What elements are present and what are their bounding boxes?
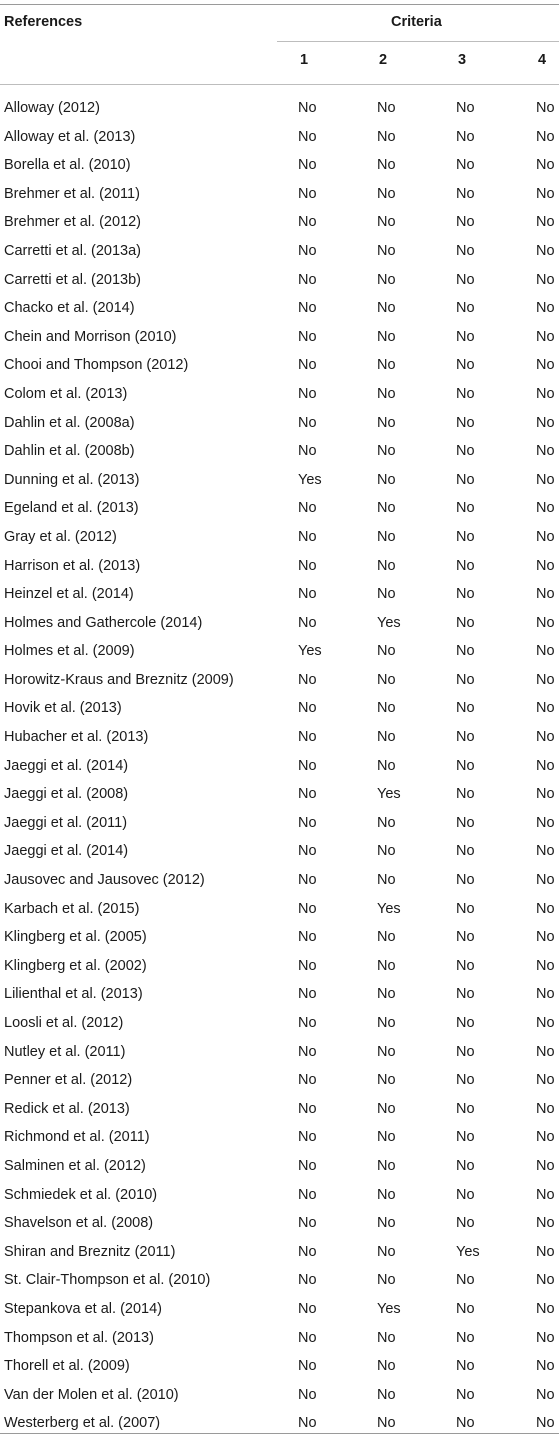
criteria-2-cell: No	[377, 1043, 396, 1060]
criteria-3-cell: No	[456, 1043, 475, 1060]
criteria-1-cell: No	[298, 157, 317, 174]
table-row	[0, 1295, 559, 1324]
criteria-3-cell: No	[456, 1415, 475, 1432]
criteria-1-cell: No	[298, 986, 317, 1003]
reference-cell: Klingberg et al. (2002)	[4, 957, 147, 974]
reference-cell: Gray et al. (2012)	[4, 528, 117, 545]
criteria-4-cell: No	[536, 872, 555, 889]
criteria-4-cell: No	[536, 814, 555, 831]
criteria-4-cell: No	[536, 1100, 555, 1117]
criteria-4-cell: No	[536, 614, 555, 631]
criteria-2-cell: No	[377, 872, 396, 889]
criteria-2-cell: Yes	[377, 1300, 401, 1317]
criteria-4-cell: No	[536, 1243, 555, 1260]
table-row	[0, 866, 559, 895]
criteria-4-cell: No	[536, 586, 555, 603]
reference-cell: Dahlin et al. (2008a)	[4, 414, 135, 431]
criteria-4-header: 4	[538, 52, 547, 68]
criteria-3-cell: No	[456, 986, 475, 1003]
table-top-rule	[0, 4, 559, 5]
criteria-3-cell: No	[456, 271, 475, 288]
reference-cell: Chacko et al. (2014)	[4, 300, 135, 317]
criteria-4-cell: No	[536, 1043, 555, 1060]
criteria-1-cell: No	[298, 528, 317, 545]
criteria-4-cell: No	[536, 929, 555, 946]
criteria-1-cell: No	[298, 586, 317, 603]
criteria-2-cell: No	[377, 671, 396, 688]
criteria-2-cell: No	[377, 1358, 396, 1375]
criteria-3-cell: No	[456, 214, 475, 231]
reference-cell: Dahlin et al. (2008b)	[4, 443, 135, 460]
reference-cell: Van der Molen et al. (2010)	[4, 1386, 179, 1403]
reference-cell: Holmes and Gathercole (2014)	[4, 614, 203, 631]
criteria-1-cell: No	[298, 872, 317, 889]
reference-cell: Jaeggi et al. (2014)	[4, 843, 129, 860]
table-row	[0, 180, 559, 209]
table-row	[0, 466, 559, 495]
criteria-1-cell: No	[298, 1329, 317, 1346]
criteria-2-cell: No	[377, 986, 396, 1003]
criteria-3-cell: No	[456, 385, 475, 402]
criteria-2-cell: No	[377, 471, 396, 488]
criteria-1-cell: No	[298, 786, 317, 803]
criteria-3-cell: No	[456, 1329, 475, 1346]
table-row	[0, 1352, 559, 1381]
references-header: References	[4, 14, 83, 30]
criteria-4-cell: No	[536, 757, 555, 774]
table-row	[0, 1038, 559, 1067]
reference-cell: Salminen et al. (2012)	[4, 1157, 146, 1174]
criteria-2-cell: No	[377, 328, 396, 345]
table-row	[0, 580, 559, 609]
criteria-1-cell: No	[298, 557, 317, 574]
reference-cell: Horowitz-Kraus and Breznitz (2009)	[4, 671, 234, 688]
table-row	[0, 723, 559, 752]
criteria-4-cell: No	[536, 414, 555, 431]
criteria-4-cell: No	[536, 786, 555, 803]
reference-cell: Thompson et al. (2013)	[4, 1329, 154, 1346]
criteria-1-cell: No	[298, 500, 317, 517]
criteria-4-cell: No	[536, 1300, 555, 1317]
table-row	[0, 437, 559, 466]
criteria-1-cell: No	[298, 757, 317, 774]
criteria-3-cell: No	[456, 757, 475, 774]
criteria-header: Criteria	[391, 14, 442, 30]
reference-cell: Alloway et al. (2013)	[4, 128, 136, 145]
reference-cell: Westerberg et al. (2007)	[4, 1415, 161, 1432]
table-row	[0, 123, 559, 152]
criteria-2-cell: No	[377, 814, 396, 831]
reference-cell: Klingberg et al. (2005)	[4, 929, 147, 946]
reference-cell: Karbach et al. (2015)	[4, 900, 140, 917]
table-row	[0, 1123, 559, 1152]
table-row	[0, 380, 559, 409]
criteria-2-cell: No	[377, 1157, 396, 1174]
criteria-4-cell: No	[536, 185, 555, 202]
criteria-4-cell: No	[536, 557, 555, 574]
criteria-3-cell: No	[456, 929, 475, 946]
criteria-1-cell: Yes	[298, 643, 322, 660]
criteria-1-cell: No	[298, 1386, 317, 1403]
criteria-1-cell: No	[298, 328, 317, 345]
criteria-3-cell: No	[456, 614, 475, 631]
criteria-1-cell: No	[298, 1215, 317, 1232]
criteria-4-cell: No	[536, 214, 555, 231]
criteria-1-cell: No	[298, 100, 317, 116]
criteria-1-cell: No	[298, 1272, 317, 1289]
criteria-2-cell: No	[377, 1129, 396, 1146]
table-row	[0, 837, 559, 866]
criteria-1-cell: No	[298, 1015, 317, 1031]
criteria-3-cell: Yes	[456, 1243, 480, 1260]
table-row	[0, 1324, 559, 1353]
table-row	[0, 494, 559, 523]
reference-cell: Alloway (2012)	[4, 100, 100, 116]
criteria-2-cell: No	[377, 128, 396, 145]
criteria-4-cell: No	[536, 1415, 555, 1432]
criteria-2-cell: No	[377, 757, 396, 774]
criteria-3-cell: No	[456, 1129, 475, 1146]
reference-cell: Jaeggi et al. (2008)	[4, 786, 129, 803]
criteria-4-cell: No	[536, 500, 555, 517]
criteria-4-cell: No	[536, 242, 555, 259]
reference-cell: Heinzel et al. (2014)	[4, 586, 134, 603]
criteria-2-cell: No	[377, 1015, 396, 1031]
criteria-4-cell: No	[536, 957, 555, 974]
criteria-2-cell: No	[377, 586, 396, 603]
criteria-3-cell: No	[456, 557, 475, 574]
reference-cell: Borella et al. (2010)	[4, 157, 131, 174]
reference-cell: Harrison et al. (2013)	[4, 557, 141, 574]
criteria-3-cell: No	[456, 100, 475, 116]
criteria-3-cell: No	[456, 414, 475, 431]
criteria-3-cell: No	[456, 1186, 475, 1203]
criteria-2-cell: No	[377, 1100, 396, 1117]
criteria-4-cell: No	[536, 1386, 555, 1403]
criteria-1-cell: No	[298, 1358, 317, 1375]
criteria-1-cell: No	[298, 385, 317, 402]
criteria-1-header: 1	[300, 52, 309, 68]
criteria-3-cell: No	[456, 957, 475, 974]
table-row	[0, 980, 559, 1009]
criteria-1-cell: No	[298, 729, 317, 746]
criteria-1-cell: No	[298, 443, 317, 460]
criteria-2-cell: No	[377, 1243, 396, 1260]
reference-cell: Shiran and Breznitz (2011)	[4, 1243, 176, 1260]
criteria-3-cell: No	[456, 1272, 475, 1289]
table-row	[0, 351, 559, 380]
criteria-3-header: 3	[458, 52, 467, 68]
criteria-2-cell: No	[377, 1386, 396, 1403]
criteria-3-cell: No	[456, 814, 475, 831]
criteria-3-cell: No	[456, 300, 475, 317]
criteria-1-cell: No	[298, 357, 317, 374]
table-row	[0, 1181, 559, 1210]
criteria-2-cell: No	[377, 385, 396, 402]
reference-cell: Hovik et al. (2013)	[4, 700, 122, 717]
reference-cell: Carretti et al. (2013a)	[4, 242, 142, 259]
criteria-2-cell: No	[377, 929, 396, 946]
table-row	[0, 1266, 559, 1295]
criteria-3-cell: No	[456, 185, 475, 202]
criteria-3-cell: No	[456, 1358, 475, 1375]
criteria-4-cell: No	[536, 671, 555, 688]
reference-cell: Hubacher et al. (2013)	[4, 729, 149, 746]
reference-cell: Richmond et al. (2011)	[4, 1129, 150, 1146]
criteria-3-cell: No	[456, 128, 475, 145]
reference-cell: Shavelson et al. (2008)	[4, 1215, 154, 1232]
table-row	[0, 1238, 559, 1267]
table-row	[0, 294, 559, 323]
criteria-4-cell: No	[536, 843, 555, 860]
criteria-underline	[277, 41, 559, 42]
criteria-3-cell: No	[456, 786, 475, 803]
criteria-2-cell: No	[377, 357, 396, 374]
criteria-4-cell: No	[536, 729, 555, 746]
criteria-2-cell: No	[377, 414, 396, 431]
table-row	[0, 552, 559, 581]
criteria-4-cell: No	[536, 328, 555, 345]
criteria-4-cell: No	[536, 528, 555, 545]
criteria-4-cell: No	[536, 385, 555, 402]
criteria-1-cell: No	[298, 1043, 317, 1060]
table-body	[0, 94, 559, 1438]
criteria-3-cell: No	[456, 643, 475, 660]
criteria-3-cell: No	[456, 700, 475, 717]
criteria-4-cell: No	[536, 157, 555, 174]
reference-cell: Brehmer et al. (2012)	[4, 214, 142, 231]
criteria-3-cell: No	[456, 1100, 475, 1117]
criteria-1-cell: No	[298, 671, 317, 688]
reference-cell: Jaeggi et al. (2014)	[4, 757, 129, 774]
criteria-2-cell: No	[377, 957, 396, 974]
criteria-1-cell: No	[298, 300, 317, 317]
criteria-1-cell: No	[298, 843, 317, 860]
reference-cell: Chooi and Thompson (2012)	[4, 357, 189, 374]
criteria-1-cell: No	[298, 700, 317, 717]
reference-cell: Colom et al. (2013)	[4, 385, 128, 402]
criteria-4-cell: No	[536, 1072, 555, 1089]
reference-cell: Egeland et al. (2013)	[4, 500, 139, 517]
criteria-4-cell: No	[536, 986, 555, 1003]
table-row	[0, 1066, 559, 1095]
criteria-2-cell: No	[377, 242, 396, 259]
criteria-2-cell: No	[377, 1415, 396, 1432]
reference-cell: Penner et al. (2012)	[4, 1072, 133, 1089]
criteria-4-cell: No	[536, 271, 555, 288]
table-row	[0, 923, 559, 952]
criteria-2-cell: Yes	[377, 900, 401, 917]
reference-cell: Schmiedek et al. (2010)	[4, 1186, 158, 1203]
criteria-1-cell: No	[298, 900, 317, 917]
criteria-2-cell: No	[377, 157, 396, 174]
criteria-4-cell: No	[536, 357, 555, 374]
criteria-4-cell: No	[536, 1358, 555, 1375]
criteria-1-cell: No	[298, 185, 317, 202]
criteria-3-cell: No	[456, 586, 475, 603]
criteria-2-cell: No	[377, 700, 396, 717]
criteria-3-cell: No	[456, 500, 475, 517]
criteria-2-cell: No	[377, 557, 396, 574]
criteria-4-cell: No	[536, 471, 555, 488]
criteria-1-cell: No	[298, 214, 317, 231]
criteria-1-cell: No	[298, 1100, 317, 1117]
reference-cell: Thorell et al. (2009)	[4, 1358, 130, 1375]
criteria-4-cell: No	[536, 443, 555, 460]
header-rule	[0, 84, 559, 85]
reference-cell: Lilienthal et al. (2013)	[4, 986, 143, 1003]
criteria-2-cell: No	[377, 528, 396, 545]
criteria-3-cell: No	[456, 1386, 475, 1403]
criteria-1-cell: No	[298, 271, 317, 288]
criteria-1-cell: No	[298, 128, 317, 145]
criteria-4-cell: No	[536, 1329, 555, 1346]
criteria-4-cell: No	[536, 100, 555, 116]
criteria-3-cell: No	[456, 443, 475, 460]
criteria-3-cell: No	[456, 157, 475, 174]
table-row	[0, 666, 559, 695]
criteria-1-cell: No	[298, 1415, 317, 1432]
criteria-3-cell: No	[456, 843, 475, 860]
reference-cell: Loosli et al. (2012)	[4, 1015, 124, 1031]
table-row	[0, 1209, 559, 1238]
criteria-4-cell: No	[536, 1272, 555, 1289]
table-row	[0, 752, 559, 781]
criteria-1-cell: No	[298, 1186, 317, 1203]
criteria-3-cell: No	[456, 1215, 475, 1232]
criteria-3-cell: No	[456, 729, 475, 746]
table-row	[0, 409, 559, 438]
criteria-4-cell: No	[536, 900, 555, 917]
criteria-1-cell: No	[298, 1129, 317, 1146]
reference-cell: Redick et al. (2013)	[4, 1100, 130, 1117]
reference-cell: Brehmer et al. (2011)	[4, 185, 140, 202]
criteria-3-cell: No	[456, 328, 475, 345]
table-row	[0, 1152, 559, 1181]
table-row	[0, 1381, 559, 1410]
criteria-1-cell: Yes	[298, 471, 322, 488]
criteria-2-cell: Yes	[377, 786, 401, 803]
criteria-2-cell: No	[377, 271, 396, 288]
criteria-4-cell: No	[536, 1215, 555, 1232]
criteria-3-cell: No	[456, 1072, 475, 1089]
criteria-2-cell: No	[377, 443, 396, 460]
criteria-3-cell: No	[456, 528, 475, 545]
criteria-1-cell: No	[298, 1243, 317, 1260]
reference-cell: Jausovec and Jausovec (2012)	[4, 872, 205, 889]
reference-cell: Carretti et al. (2013b)	[4, 271, 142, 288]
criteria-4-cell: No	[536, 1157, 555, 1174]
criteria-3-cell: No	[456, 1157, 475, 1174]
criteria-2-cell: No	[377, 300, 396, 317]
criteria-2-cell: No	[377, 1186, 396, 1203]
criteria-1-cell: No	[298, 929, 317, 946]
criteria-2-cell: No	[377, 843, 396, 860]
criteria-4-cell: No	[536, 643, 555, 660]
table-row	[0, 323, 559, 352]
criteria-3-cell: No	[456, 1015, 475, 1031]
criteria-2-cell: No	[377, 500, 396, 517]
criteria-3-cell: No	[456, 357, 475, 374]
table-row	[0, 780, 559, 809]
criteria-2-cell: No	[377, 729, 396, 746]
criteria-3-cell: No	[456, 900, 475, 917]
table-bottom-rule	[0, 1433, 559, 1434]
criteria-2-cell: No	[377, 100, 396, 116]
reference-cell: Jaeggi et al. (2011)	[4, 814, 128, 831]
table-row	[0, 208, 559, 237]
criteria-2-cell: No	[377, 1329, 396, 1346]
criteria-1-cell: No	[298, 957, 317, 974]
criteria-2-cell: No	[377, 185, 396, 202]
criteria-1-cell: No	[298, 414, 317, 431]
criteria-3-cell: No	[456, 471, 475, 488]
criteria-4-cell: No	[536, 700, 555, 717]
criteria-2-header: 2	[379, 52, 388, 68]
reference-cell: Dunning et al. (2013)	[4, 471, 140, 488]
criteria-3-cell: No	[456, 671, 475, 688]
table-row	[0, 809, 559, 838]
criteria-4-cell: No	[536, 300, 555, 317]
criteria-2-cell: No	[377, 214, 396, 231]
table-row	[0, 952, 559, 981]
criteria-3-cell: No	[456, 1300, 475, 1317]
table-row	[0, 94, 559, 123]
table-row	[0, 1095, 559, 1124]
table-row	[0, 266, 559, 295]
criteria-1-cell: No	[298, 242, 317, 259]
table-row	[0, 151, 559, 180]
table-row	[0, 237, 559, 266]
reference-cell: Chein and Morrison (2010)	[4, 328, 177, 345]
criteria-1-cell: No	[298, 814, 317, 831]
criteria-4-cell: No	[536, 1186, 555, 1203]
criteria-4-cell: No	[536, 1015, 555, 1031]
criteria-3-cell: No	[456, 872, 475, 889]
criteria-2-cell: No	[377, 1215, 396, 1232]
criteria-2-cell: No	[377, 1072, 396, 1089]
criteria-1-cell: No	[298, 1157, 317, 1174]
reference-cell: St. Clair-Thompson et al. (2010)	[4, 1272, 211, 1289]
criteria-2-cell: No	[377, 1272, 396, 1289]
criteria-4-cell: No	[536, 1129, 555, 1146]
criteria-2-cell: No	[377, 643, 396, 660]
criteria-1-cell: No	[298, 1300, 317, 1317]
table-row	[0, 523, 559, 552]
criteria-4-cell: No	[536, 128, 555, 145]
table-row	[0, 1009, 559, 1038]
criteria-2-cell: Yes	[377, 614, 401, 631]
table-row	[0, 694, 559, 723]
table-row	[0, 637, 559, 666]
reference-cell: Stepankova et al. (2014)	[4, 1300, 162, 1317]
table-row	[0, 609, 559, 638]
reference-cell: Holmes et al. (2009)	[4, 643, 135, 660]
criteria-3-cell: No	[456, 242, 475, 259]
criteria-1-cell: No	[298, 614, 317, 631]
reference-cell: Nutley et al. (2011)	[4, 1043, 126, 1060]
table-row	[0, 895, 559, 924]
criteria-1-cell: No	[298, 1072, 317, 1089]
